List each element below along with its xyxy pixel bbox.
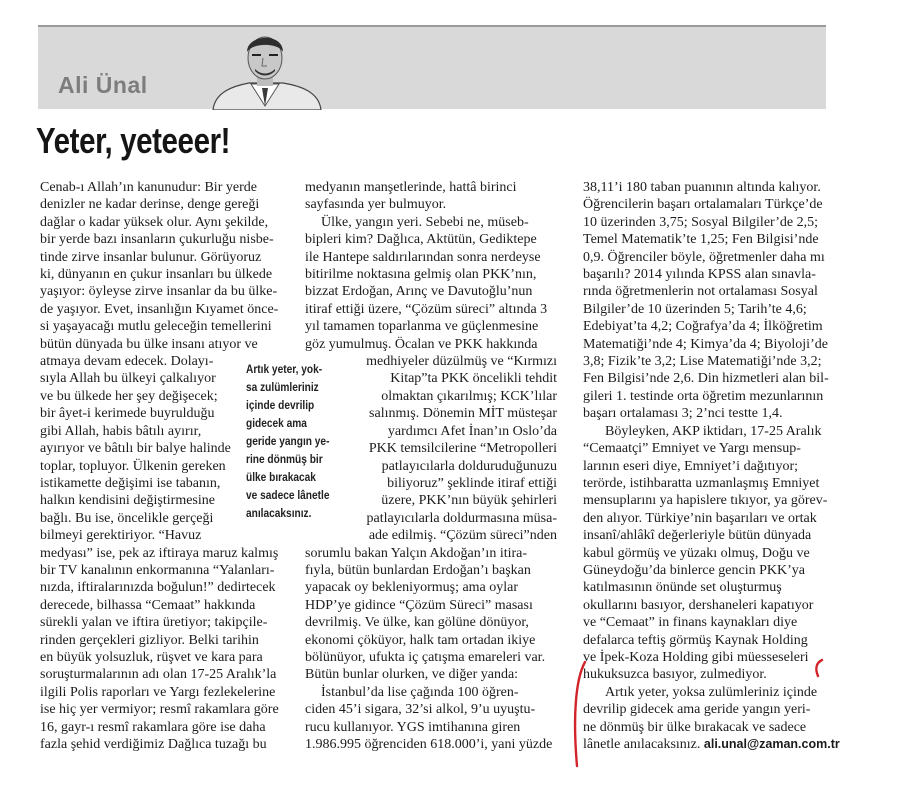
text-line: den alıyor. Türkiye’nin başarıları ve ortak — [583, 510, 817, 526]
text-line: istikamette değişimi ise tabanın, — [40, 475, 221, 491]
text-line: fazla şehid verdiğimiz Dağlıca tuzağı bu — [40, 737, 267, 752]
text-line: insanî/ahlâkî değerleriyle bütün dünyada — [583, 528, 812, 544]
text-line: sayfasında yer bulmuyor. — [305, 197, 447, 213]
text-line: İstanbul’da lise çağında 100 öğren- — [321, 684, 519, 700]
text-line: üzere, PKK’nın büyük şehirleri — [381, 493, 557, 509]
text-line: devrilip gidecek ama geride yangın yeri- — [583, 702, 811, 718]
text-line: bölünüyor, ufukta iç çatışma emareleri var. — [305, 649, 546, 665]
pull-quote-line: anılacaksınız. — [246, 506, 312, 520]
article-headline: Yeter, yeteeer! — [36, 120, 231, 161]
text-line: bizzat Erdoğan, Arınç ve Davutoğlu’nun — [305, 284, 533, 300]
text-line: patlayıcılarla dolduruduğunuzu — [381, 458, 557, 474]
text-line: sıyla Allah bu ülkeyi çalkalıyor — [40, 371, 216, 387]
text-line: 38,11’i 180 taban puanının altında kalıyor. — [583, 180, 821, 195]
text-line: Ülke, yangın yeri. Sebebi ne, müseb- — [321, 214, 529, 230]
text-line: yaşıyor: öyleyse zirve insanlar da bu ülke- — [40, 284, 278, 300]
text-line: biliyoruz” şeklinde itiraf ettiği — [387, 475, 557, 491]
article-column-3 — [583, 179, 840, 753]
text-line: Böyleyken, AKP iktidarı, 17-25 Aralık — [605, 423, 822, 439]
pull-quote-line: ülke bırakacak — [246, 470, 316, 484]
text-line: 10 üzerinden 3,75; Sosyal Bilgiler’de 2,5; — [583, 214, 818, 230]
text-line: nızda, iftiralarınızda boğulun!” dedirtecek — [40, 580, 276, 596]
text-line: bütün dünyada bu ülke insanı atıyor ve — [40, 336, 258, 352]
text-line: bipleri kim? Dağlıca, Aktütün, Gediktepe — [305, 232, 537, 248]
text-line: yapacak oy bekleniyormuş; ama oylar — [305, 580, 519, 596]
text-line: tinde zirve insanlar bulunur. Görüyoruz — [40, 249, 262, 265]
pull-quote-line: Artık yeter, yok- — [246, 362, 323, 376]
text-line: rinden gerçekleri gizliyor. Belki tarihin — [40, 632, 259, 648]
pull-quote-line: geride yangın ye- — [246, 434, 330, 448]
text-line: ciden 45’i sigara, 32’si alkol, 9’u uyuştu- — [305, 702, 536, 718]
text-line: 0,9. Öğrenciler böyle, öğretmenler daha mı — [583, 249, 825, 265]
text-line: okullarını basıyor, dershaneleri kapatıyor — [583, 597, 814, 613]
text-line: rında öğretmenlerin not ortalaması Sosyal — [583, 284, 818, 300]
text-line: Cenab-ı Allah’ın kanunudur: Bir yerde — [40, 180, 257, 195]
text-line: bağlı. Bu ise, öncelikle gerçeği — [40, 510, 214, 526]
text-line: ade edilmiş. “Çözüm süreci”nden — [368, 528, 557, 544]
author-email: ali.unal@zaman.com.tr — [703, 737, 840, 751]
text-line: 1.986.995 öğrenciden 618.000’i, yani yüzde — [305, 737, 553, 752]
author-portrait — [205, 28, 325, 110]
text-line: katılmasının önünde set oluşturmuş — [583, 580, 782, 596]
text-line: dağlar o kadar yüksek olur. Aynı şekilde, — [40, 214, 269, 230]
pull-quote-line: sa zulümleriniz — [246, 380, 319, 394]
text-line: gibi Allah, habis bâtılı ayırır, — [40, 423, 202, 439]
text-line: ilgili Polis raporları ve Yargı fezlekelerine — [40, 684, 276, 700]
text-line: PKK temsilcilerine “Metropolleri — [368, 441, 557, 457]
text-line: Bütün bunlar olurken, ve diğer yanda: — [305, 667, 519, 683]
text-line: Bilgiler’de 10 üzerinden 5; Tarih’te 4,6; — [583, 301, 807, 317]
text-line: Fen Bilgisi’nde 2,6. Din hizmetleri alan bil- — [583, 371, 829, 387]
text-line: devrilmiş. Ve ülke, kan gölüne dönüyor, — [305, 615, 529, 631]
text-line: denizler ne kadar derinse, denge gereği — [40, 197, 260, 213]
pull-quote — [246, 360, 335, 522]
text-line: mensuplarını ya hapislere tıkıyor, ya görev- — [583, 493, 828, 509]
text-line: derecede, bilhassa “Cemaat” hakkında — [40, 597, 256, 613]
text-line: salınmış. Dönemin MİT müsteşar — [369, 406, 557, 422]
text-line: ekonomi çöküyor, halk tam ortadan ikiye — [305, 632, 536, 648]
text-line: ayırıyor ve bâtılı bir balye halinde — [40, 441, 231, 457]
text-line: ise hiç yer vermiyor; resmî rakamlara göre — [40, 702, 279, 718]
pull-quote-line: içinde devrilip — [246, 398, 315, 412]
text-line: göz yumulmuş. Öcalan ve PKK hakkında — [305, 336, 538, 352]
header-top-rule — [38, 25, 826, 27]
text-line: ile Hantepe saldırılarından sonra nerdeyse — [305, 249, 541, 265]
text-line: rucu kullanıyor. YGS imtihanına giren — [305, 719, 521, 735]
text-line: itiraf ettiği üzere, “Çözüm süreci” altında 3 — [305, 301, 548, 317]
text-line: soruşturmalarının adı olan 17-25 Aralık’la — [40, 667, 277, 683]
text-line: terörde, istihbaratta uzmanlaşmış Emniyet — [583, 475, 820, 491]
text-line: başarı ortalaması 3; 2’nci testte 1,4. — [583, 406, 783, 422]
text-line: sürekli yalan ve iftira üretiyor; takipçile- — [40, 615, 268, 631]
pull-quote-line: gidecek ama — [246, 416, 307, 430]
author-name: Ali Ünal — [58, 72, 148, 98]
text-line: ki, dünyanın en çukur insanları bu ülkede — [40, 267, 273, 283]
text-line: bitirilme noktasına gelmiş olan PKK’nın, — [305, 267, 537, 283]
text-line: fıyla, bütün bunlardan Erdoğan’ı başkan — [305, 562, 531, 578]
text-line: de yaşıyor. Evet, insanlığın Kıyamet önce- — [40, 301, 279, 317]
text-line: başarılı? 2014 yılında KPSS alan sınavla- — [583, 267, 816, 283]
closing-text: lânetle anılacaksınız. — [583, 737, 701, 752]
text-line: olmaktan çıkarılmış; KCK’lılar — [381, 388, 557, 404]
red-check-marker — [810, 657, 828, 679]
text-line: bir TV kanalının enkormanına “Yalanları- — [40, 562, 275, 578]
text-line: Artık yeter, yoksa zulümleriniz içinde — [605, 684, 818, 700]
text-line: yardımcı Afet İnan’ın Oslo’da — [387, 423, 557, 439]
column-header-band — [38, 25, 826, 109]
text-line: bilmeyi gerektiriyor. “Havuz — [40, 528, 202, 544]
text-line: halkın kendisini değiştirmesine — [40, 493, 215, 509]
text-line: Güneydoğu’da binlerce gencin PKK’ya — [583, 562, 805, 578]
text-line: Öğrencilerin başarı ortalamaları Türkçe’de — [583, 197, 823, 213]
text-line: ve İpek-Koza Holding gibi müesseseleri — [583, 649, 809, 665]
text-line: medhiyeler düzülmüş ve “Kırmızı — [366, 354, 557, 370]
text-line: Temel Matematik’te 1,25; Fen Bilgisi’nde — [583, 232, 819, 248]
text-line: Matematiği’nde 4; Kimya’da 4; Biyoloji’de — [583, 336, 828, 352]
text-line: yıl tamamen toparlanma ve güçlenmesine — [305, 319, 539, 335]
pull-quote-line: rine dönmüş bir — [246, 452, 323, 466]
text-line: toplar, topluyor. Ülkenin gereken — [40, 458, 226, 474]
text-line: kabul görmüş ve yüzakı olmuş, Doğu ve — [583, 545, 810, 561]
text-line: bir âyet-i kerimede buyrulduğu — [40, 406, 215, 422]
text-line: ne dönmüş bir ülke bırakacak ve sadece — [583, 719, 807, 735]
text-line: 3,8; Fizik’te 3,2; Lise Matematiği’nde 3,2; — [583, 354, 822, 370]
text-line: ve bu ülkede her şey değişecek; — [40, 388, 218, 404]
text-line: ve “Cemaat” in finans kaynakları diye — [583, 615, 798, 631]
text-line: defalarca teftiş görmüş Kaynak Holding — [583, 632, 808, 648]
text-line: “Cemaatçi” Emniyet ve Yargı mensup- — [583, 441, 801, 457]
text-line: sorumlu bakan Yalçın Akdoğan’ın itira- — [305, 545, 528, 561]
text-line: Edebiyat’ta 4,2; Coğrafya’da 4; İlköğretim — [583, 319, 823, 335]
text-line: gileri 1. testinde orta öğretim mezunlarının — [583, 388, 824, 404]
text-line: medyanın manşetlerinde, hattâ birinci — [305, 180, 517, 195]
text-line: si yaşayacağı mutlu geleceğin temellerini — [40, 319, 272, 335]
text-line: HDP’ye gidince “Çözüm Süreci” masası — [305, 597, 533, 613]
text-line: Kitap”ta PKK öncelikli tehdit — [390, 371, 557, 387]
text-line: hukuksuzca basıyor, zulmediyor. — [583, 667, 767, 683]
text-line: bir yerde bazı insanların çukurluğu nisbe- — [40, 232, 274, 248]
text-line: 16, gayr-ı resmî rakamlara göre ise daha — [40, 719, 266, 735]
text-line: larının eseri diye, Emniyet’i dağıtıyor; — [583, 458, 798, 474]
text-line: patlayıcılarla doldurmasına müsa- — [366, 510, 557, 526]
article-column-2 — [305, 179, 557, 753]
text-line: atmaya devam edecek. Dolayı- — [40, 354, 214, 370]
text-line: en büyük yolsuzluk, rüşvet ve kara para — [40, 649, 263, 665]
text-line — [583, 736, 840, 753]
red-bracket-marker — [569, 660, 589, 770]
pull-quote-line: ve sadece lânetle — [246, 488, 330, 502]
text-line: medyası” ise, pek az iftiraya maruz kalmış — [40, 545, 279, 561]
